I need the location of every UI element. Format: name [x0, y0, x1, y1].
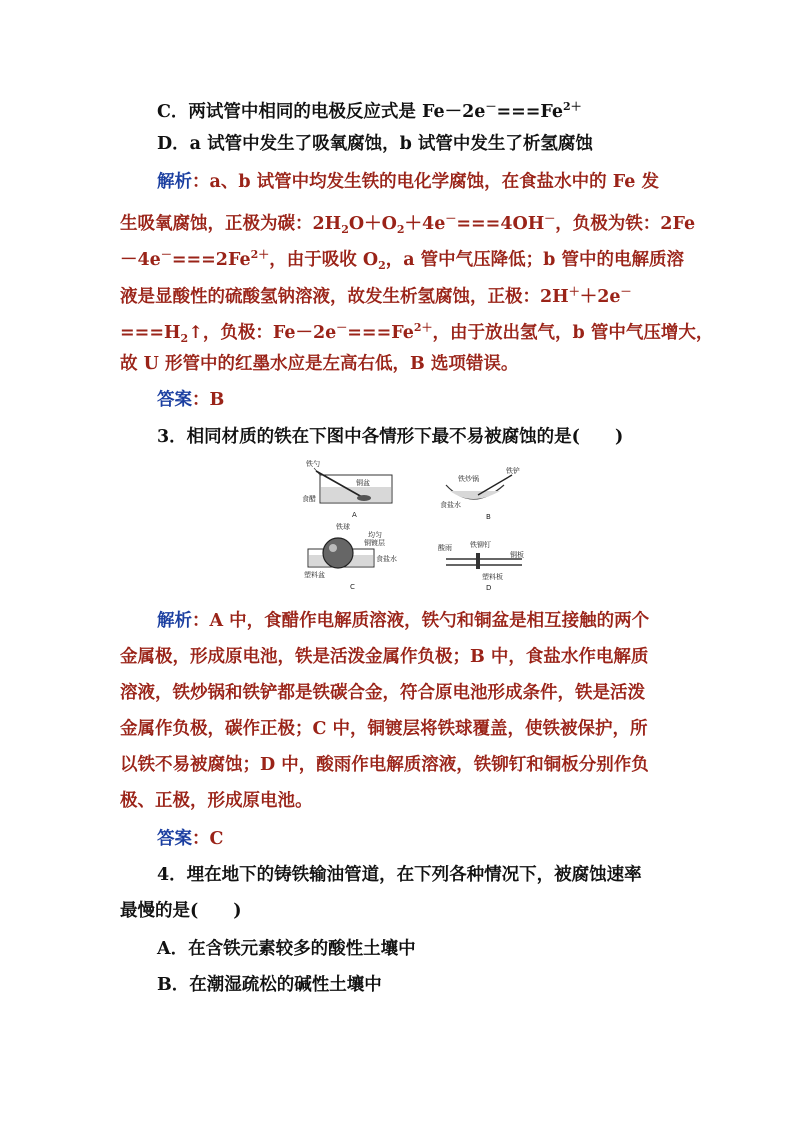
sub: 2 — [378, 259, 386, 272]
analysis-2-line-4: 金属作负极，碳作正极；C 中，铜镀层将铁球覆盖，使铁被保护，所 — [120, 719, 648, 739]
option-c-text: C．两试管中相同的电极反应式是 Fe－2e — [157, 102, 486, 122]
sub: 2 — [341, 223, 349, 236]
text: ===2Fe — [171, 250, 251, 270]
analysis-label: 解析 — [157, 611, 192, 631]
iron-ball — [323, 538, 353, 568]
analysis-1-line-6 — [120, 354, 518, 374]
label-wok: 铁炒锅 — [458, 475, 479, 483]
ball-highlight — [329, 544, 337, 552]
analysis-1-line-4 — [120, 282, 632, 307]
label-shovel: 铁铲 — [506, 467, 520, 475]
question-4-option-b: B．在潮湿疏松的碱性土壤中 — [157, 975, 382, 995]
question-3 — [157, 427, 623, 447]
label-coat-1: 均匀 — [368, 531, 382, 539]
text: ＋4e — [404, 214, 446, 234]
brine-liquid — [450, 491, 500, 499]
option-d-text: D．a 试管中发生了吸氧腐蚀，b 试管中发生了析氢腐蚀 — [157, 134, 593, 154]
text: ↑，负极：Fe－2e — [188, 323, 337, 343]
sup: － — [485, 100, 497, 113]
answer-value: ：C — [192, 829, 224, 849]
label-board: 塑料板 — [482, 573, 503, 581]
answer-2 — [157, 829, 223, 849]
panel-c — [304, 522, 397, 591]
option-d — [157, 134, 593, 154]
analysis-label: 解析 — [157, 172, 192, 192]
analysis-1-line-1 — [157, 172, 659, 192]
text: ，负极为铁：2Fe — [555, 214, 696, 234]
panel-d — [438, 540, 524, 592]
text: O＋O — [348, 214, 397, 234]
sup: 2＋ — [413, 321, 433, 334]
label-basin: 塑料盆 — [304, 571, 325, 579]
panel-a — [302, 459, 392, 519]
question-4-line-1: 4．埋在地下的铸铁输油管道，在下列各种情况下，被腐蚀速率 — [157, 865, 642, 885]
label-vinegar: 食醋 — [302, 495, 316, 503]
analysis-2-line-2: 金属极，形成原电池，铁是活泼金属作负极；B 中，食盐水作电解质 — [120, 647, 649, 667]
text: ：A 中，食醋作电解质溶液，铁勺和铜盆是相互接触的两个 — [192, 611, 650, 631]
sup: 2＋ — [250, 248, 270, 261]
text: ===4OH — [456, 214, 545, 234]
answer-label: 答案 — [157, 829, 192, 849]
question-4-option-a: A．在含铁元素较多的酸性土壤中 — [157, 939, 416, 959]
analysis-2-line-6: 极、正极，形成原电池。 — [120, 791, 313, 811]
analysis-2-line-5: 以铁不易被腐蚀；D 中，酸雨作电解质溶液，铁铆钉和铜板分别作负 — [120, 755, 649, 775]
iron-rivet — [476, 553, 480, 569]
text: ：a、b 试管中均发生铁的电化学腐蚀，在食盐水中的 Fe 发 — [192, 172, 659, 192]
sub: 2 — [180, 332, 189, 345]
label-c: C — [350, 583, 355, 591]
text: ===Fe — [347, 323, 414, 343]
answer-label: 答案 — [157, 390, 192, 410]
sup: ＋ — [568, 285, 580, 298]
label-a: A — [352, 511, 357, 519]
text: ，a 管中气压降低；b 管中的电解质溶 — [385, 250, 685, 270]
analysis-1-line-2 — [120, 209, 695, 240]
sup: － — [445, 212, 457, 225]
sup: － — [620, 285, 632, 298]
label-spoon: 铁勺 — [306, 460, 320, 468]
text: 液是显酸性的硫酸氢钠溶液，故发生析氢腐蚀，正极：2H — [120, 287, 569, 307]
label-rivet: 铁铆钉 — [470, 541, 491, 549]
label-brine: 食盐水 — [440, 501, 461, 509]
spoon-bowl — [357, 495, 371, 501]
text: ，由于吸收 O — [269, 250, 379, 270]
label-rain: 酸雨 — [438, 544, 452, 552]
sub: 2 — [396, 223, 405, 236]
analysis-1-line-3 — [120, 245, 684, 276]
answer-1 — [157, 390, 224, 410]
answer-value: ：B — [192, 390, 225, 410]
label-ball: 铁球 — [336, 523, 350, 531]
text: －4e — [120, 250, 161, 270]
text: 生吸氧腐蚀，正极为碳：2H — [120, 214, 342, 234]
corrosion-figure — [300, 455, 540, 597]
sup: － — [160, 248, 172, 261]
option-c-text: ===Fe — [496, 102, 564, 122]
sup: 2＋ — [563, 100, 582, 113]
sup: － — [336, 321, 348, 334]
text: 故 U 形管中的红墨水应是左高右低，B 选项错误。 — [120, 354, 519, 374]
text: ，由于放出氢气，b 管中气压增大， — [432, 323, 714, 343]
question-3-text: 3．相同材质的铁在下图中各情形下最不易被腐蚀的是( ) — [157, 427, 624, 447]
analysis-1-line-5 — [120, 318, 713, 349]
label-coat-2: 铜镀层 — [364, 539, 385, 547]
label-brine: 食盐水 — [376, 555, 397, 563]
label-plate: 铜板 — [510, 551, 524, 559]
text: ＋2e — [579, 287, 621, 307]
option-c — [157, 97, 582, 122]
question-4-line-2: 最慢的是( ) — [120, 901, 242, 921]
panel-b — [440, 466, 520, 521]
label-basin: 铜盆 — [356, 479, 370, 487]
label-d: D — [486, 584, 492, 592]
analysis-2-line-1 — [157, 611, 649, 631]
sup: － — [544, 212, 556, 225]
analysis-2-line-3: 溶液，铁炒锅和铁铲都是铁碳合金，符合原电池形成条件，铁是活泼 — [120, 683, 645, 703]
text: ===H — [120, 323, 181, 343]
label-b: B — [486, 513, 491, 521]
